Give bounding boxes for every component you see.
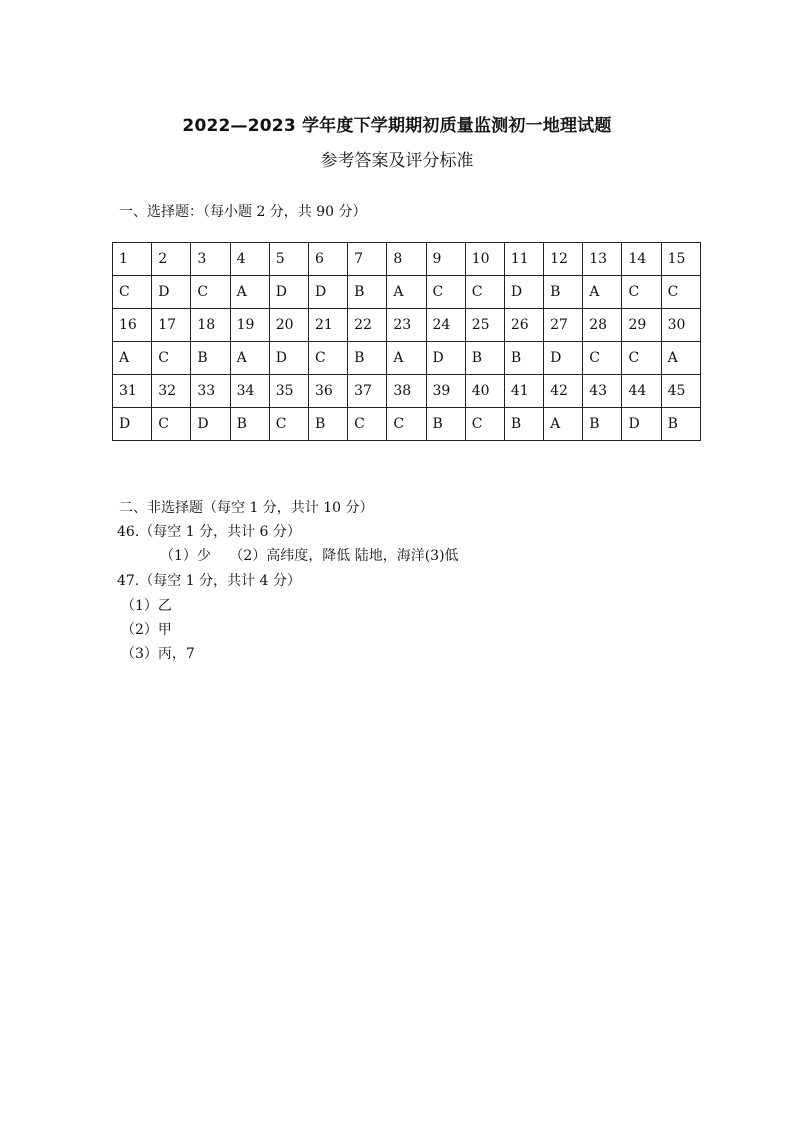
page-subtitle: 参考答案及评分标准 <box>320 151 474 171</box>
table-cell-question-number: 4 <box>230 243 269 276</box>
table-cell-question-number: 29 <box>622 309 661 342</box>
table-cell-answer: A <box>387 276 426 309</box>
table-cell-answer: B <box>504 408 543 441</box>
answer-table <box>112 242 701 441</box>
table-row-answers <box>113 408 701 441</box>
table-cell-answer: B <box>661 408 700 441</box>
question-47-answer-3: （3）丙，7 <box>121 646 195 662</box>
table-cell-answer: B <box>583 408 622 441</box>
table-cell-question-number: 30 <box>661 309 700 342</box>
table-cell-answer: C <box>387 408 426 441</box>
table-cell-question-number: 34 <box>230 375 269 408</box>
table-cell-answer: B <box>465 342 504 375</box>
table-cell-answer: A <box>230 276 269 309</box>
table-cell-answer: C <box>622 276 661 309</box>
table-cell-answer: A <box>113 342 152 375</box>
table-cell-answer: C <box>465 276 504 309</box>
table-cell-answer: A <box>583 276 622 309</box>
table-cell-answer: B <box>426 408 465 441</box>
table-cell-answer: A <box>230 342 269 375</box>
table-cell-question-number: 24 <box>426 309 465 342</box>
table-cell-question-number: 1 <box>113 243 152 276</box>
table-cell-question-number: 7 <box>348 243 387 276</box>
table-cell-question-number: 26 <box>504 309 543 342</box>
table-cell-answer: C <box>191 276 230 309</box>
table-cell-answer: D <box>622 408 661 441</box>
table-row-question-numbers <box>113 309 701 342</box>
table-cell-answer: B <box>308 408 347 441</box>
table-row-answers <box>113 276 701 309</box>
table-cell-answer: C <box>622 342 661 375</box>
table-cell-question-number: 35 <box>269 375 308 408</box>
table-cell-question-number: 28 <box>583 309 622 342</box>
table-cell-question-number: 43 <box>583 375 622 408</box>
table-cell-question-number: 44 <box>622 375 661 408</box>
table-cell-question-number: 17 <box>152 309 191 342</box>
table-cell-answer: D <box>269 342 308 375</box>
table-cell-question-number: 25 <box>465 309 504 342</box>
table-cell-question-number: 21 <box>308 309 347 342</box>
table-cell-question-number: 41 <box>504 375 543 408</box>
question-46-answer: （1）少 （2）高纬度，降低 陆地，海洋(3)低 <box>160 548 459 564</box>
table-cell-answer: D <box>152 276 191 309</box>
table-cell-question-number: 6 <box>308 243 347 276</box>
table-cell-question-number: 16 <box>113 309 152 342</box>
table-cell-answer: C <box>269 408 308 441</box>
question-47-answer-1: （1）乙 <box>121 598 172 614</box>
table-cell-question-number: 2 <box>152 243 191 276</box>
table-cell-answer: C <box>308 342 347 375</box>
table-cell-question-number: 42 <box>544 375 583 408</box>
table-cell-question-number: 12 <box>544 243 583 276</box>
table-cell-answer: B <box>348 276 387 309</box>
table-cell-question-number: 39 <box>426 375 465 408</box>
table-cell-question-number: 8 <box>387 243 426 276</box>
table-cell-question-number: 10 <box>465 243 504 276</box>
table-cell-answer: C <box>152 408 191 441</box>
table-cell-question-number: 32 <box>152 375 191 408</box>
table-cell-answer: D <box>191 408 230 441</box>
table-cell-answer: A <box>387 342 426 375</box>
table-cell-question-number: 22 <box>348 309 387 342</box>
question-47-answer-2: （2）甲 <box>121 622 172 638</box>
table-cell-question-number: 36 <box>308 375 347 408</box>
table-cell-answer: C <box>426 276 465 309</box>
table-cell-question-number: 33 <box>191 375 230 408</box>
table-cell-answer: B <box>230 408 269 441</box>
page-title: 2022—2023 学年度下学期期初质量监测初一地理试题 <box>182 116 612 136</box>
table-cell-answer: D <box>269 276 308 309</box>
table-cell-question-number: 13 <box>583 243 622 276</box>
table-cell-question-number: 3 <box>191 243 230 276</box>
section-heading-free-response: 二、非选择题（每空 1 分，共计 10 分） <box>119 500 374 516</box>
table-cell-question-number: 15 <box>661 243 700 276</box>
question-46-label: 46.（每空 1 分，共计 6 分） <box>117 524 301 540</box>
table-cell-answer: C <box>465 408 504 441</box>
table-cell-question-number: 27 <box>544 309 583 342</box>
table-cell-answer: D <box>504 276 543 309</box>
table-cell-question-number: 18 <box>191 309 230 342</box>
table-cell-question-number: 40 <box>465 375 504 408</box>
table-cell-answer: C <box>583 342 622 375</box>
table-row-answers <box>113 342 701 375</box>
table-cell-answer: B <box>191 342 230 375</box>
table-row-question-numbers <box>113 375 701 408</box>
table-cell-question-number: 14 <box>622 243 661 276</box>
table-cell-question-number: 37 <box>348 375 387 408</box>
table-cell-question-number: 20 <box>269 309 308 342</box>
section-heading-multiple-choice: 一、选择题：（每小题 2 分，共 90 分） <box>119 204 367 220</box>
table-cell-question-number: 11 <box>504 243 543 276</box>
table-cell-answer: C <box>348 408 387 441</box>
table-cell-answer: A <box>544 408 583 441</box>
table-cell-answer: B <box>504 342 543 375</box>
table-cell-answer: C <box>661 276 700 309</box>
table-cell-answer: D <box>544 342 583 375</box>
table-cell-answer: B <box>348 342 387 375</box>
table-cell-question-number: 31 <box>113 375 152 408</box>
table-row-question-numbers <box>113 243 701 276</box>
table-cell-answer: D <box>113 408 152 441</box>
table-cell-question-number: 19 <box>230 309 269 342</box>
table-cell-answer: A <box>661 342 700 375</box>
table-cell-question-number: 23 <box>387 309 426 342</box>
table-cell-answer: D <box>426 342 465 375</box>
table-cell-answer: C <box>113 276 152 309</box>
table-cell-question-number: 9 <box>426 243 465 276</box>
table-cell-question-number: 38 <box>387 375 426 408</box>
table-cell-question-number: 45 <box>661 375 700 408</box>
question-47-label: 47.（每空 1 分，共计 4 分） <box>117 573 301 589</box>
table-cell-answer: D <box>308 276 347 309</box>
table-cell-answer: C <box>152 342 191 375</box>
table-cell-question-number: 5 <box>269 243 308 276</box>
table-cell-answer: B <box>544 276 583 309</box>
